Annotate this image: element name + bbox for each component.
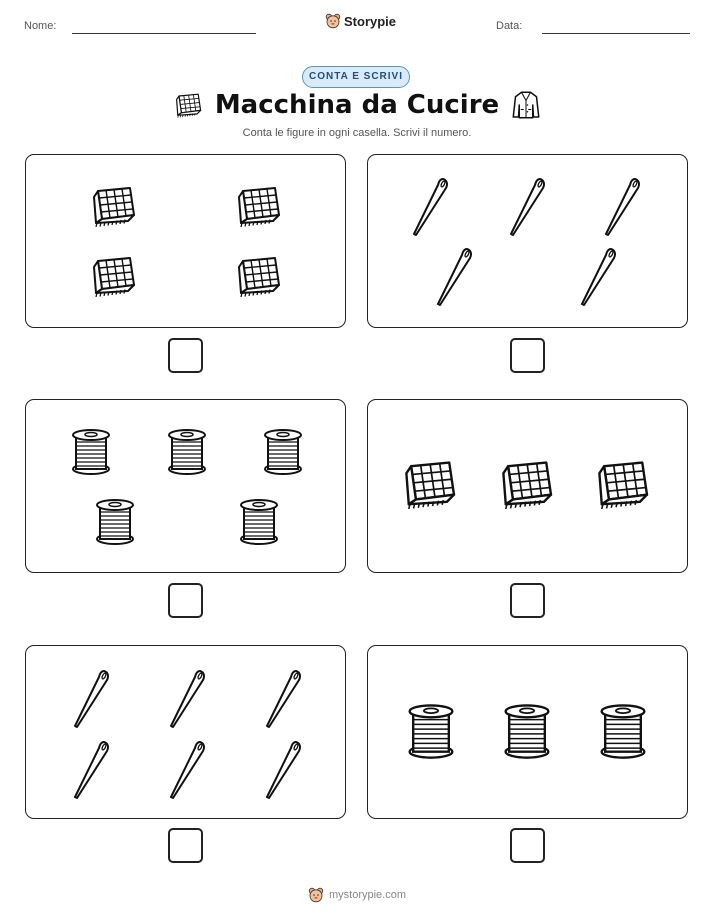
counting-box-3 xyxy=(25,399,346,573)
needle-icon xyxy=(602,177,642,237)
counting-box-1 xyxy=(25,154,346,328)
activity-badge: CONTA E SCRIVI xyxy=(302,66,410,88)
counting-box-6 xyxy=(367,645,688,819)
needle-icon xyxy=(167,669,207,729)
storypie-mascot-icon xyxy=(325,13,341,29)
date-label: Data: xyxy=(496,20,523,32)
footer-url: mystorypie.com xyxy=(328,889,407,901)
thread-spool-icon xyxy=(599,703,647,760)
fabric-icon xyxy=(496,459,556,509)
fabric-icon xyxy=(233,255,283,297)
counting-box-2 xyxy=(367,154,688,328)
needle-icon xyxy=(578,247,618,307)
needle-icon xyxy=(71,740,111,800)
needle-icon xyxy=(263,740,303,800)
fabric-icon xyxy=(233,185,283,227)
fabric-icon xyxy=(592,459,652,509)
thread-spool-icon xyxy=(263,428,303,476)
storypie-mascot-icon xyxy=(308,887,324,903)
title-row xyxy=(0,90,714,120)
thread-spool-icon xyxy=(167,428,207,476)
brand-logo xyxy=(325,13,396,29)
counting-box-5 xyxy=(25,645,346,819)
page-title: Macchina da Cucire xyxy=(214,90,500,120)
name-line[interactable] xyxy=(72,33,256,34)
thread-spool-icon xyxy=(95,498,135,546)
fabric-icon xyxy=(88,185,138,227)
fabric-icon xyxy=(88,255,138,297)
needle-icon xyxy=(507,177,547,237)
thread-spool-icon xyxy=(71,428,111,476)
brand-name: Storypie xyxy=(344,13,397,29)
answer-box-6[interactable] xyxy=(510,828,545,863)
instructions: Conta le figure in ogni casella. Scrivi il numero. xyxy=(242,127,472,139)
answer-box-5[interactable] xyxy=(168,828,203,863)
thread-spool-icon xyxy=(503,703,551,760)
needle-icon xyxy=(263,669,303,729)
needle-icon xyxy=(434,247,474,307)
name-label: Nome: xyxy=(24,20,57,32)
thread-spool-icon xyxy=(239,498,279,546)
thread-spool-icon xyxy=(407,703,455,760)
needle-icon xyxy=(71,669,111,729)
answer-box-3[interactable] xyxy=(168,583,203,618)
needle-icon xyxy=(167,740,207,800)
fabric-icon xyxy=(399,459,459,509)
footer xyxy=(0,887,714,903)
needle-icon xyxy=(410,177,450,237)
jacket-icon xyxy=(511,90,541,120)
answer-box-1[interactable] xyxy=(168,338,203,373)
answer-box-2[interactable] xyxy=(510,338,545,373)
counting-box-4 xyxy=(367,399,688,573)
answer-box-4[interactable] xyxy=(510,583,545,618)
date-line[interactable] xyxy=(542,33,690,34)
fabric-icon xyxy=(173,92,203,118)
